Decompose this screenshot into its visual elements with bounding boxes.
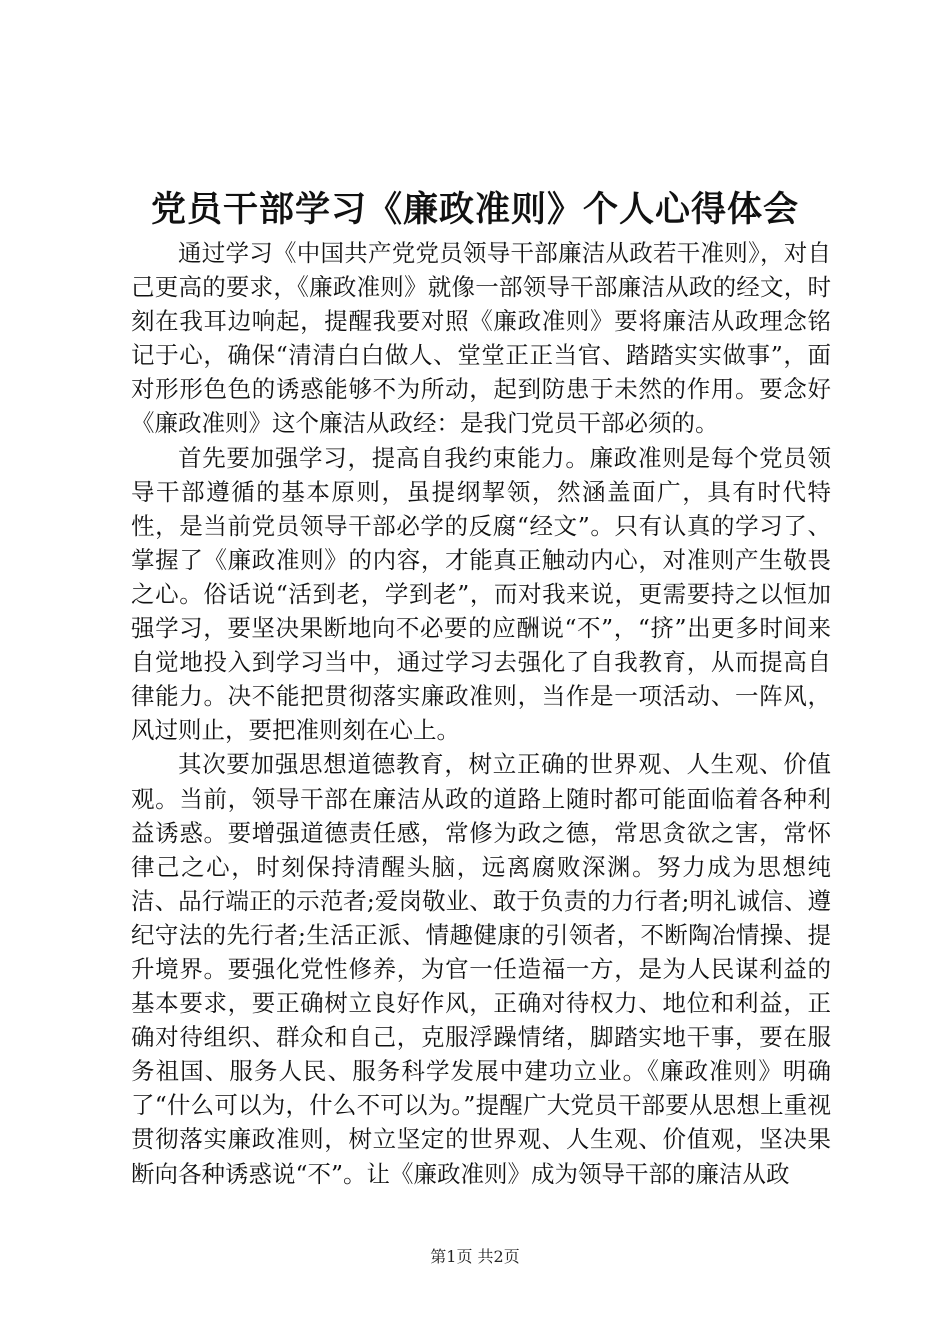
paragraph-moral-education: 其次要加强思想道德教育，树立正确的世界观、人生观、价值观。当前，领导干部在廉洁从政的道路上随时都可能面临着各种利益诱惑。要增强道德责任感，常修为政之德，常思贪欲之害，常怀律己之心，时刻保持清醒头脑，远离腐败深渊。努力成为思想纯洁、品行端正的示范者;爱岗敬业、敢于负责的力行者;明礼诚信、遵纪守法的先行者;生活正派、情趣健康的引领者，不断陶冶情操、提升境界。要强化党性修养，为官一任造福一方，是为人民谋利益的基本要求，要正确树立良好作风，正确对待权力、地位和利益，正确对待组织、群众和自己，克服浮躁情绪，脚踏实地干事，要在服务祖国、服务人民、服务科学发展中建功立业。《廉政准则》明确了“什么可以为，什么不可以为。”提醒广大党员干部要从思想上重视贯彻落实廉政准则，树立坚定的世界观、人生观、价值观，坚决果断向各种诱惑说“不”。让《廉政准则》成为领导干部的廉洁从政 bbox=[131, 750, 831, 1188]
paragraph-intro: 通过学习《中国共产党党员领导干部廉洁从政若干准则》，对自己更高的要求，《廉政准则》就像一部领导干部廉洁从政的经文，时刻在我耳边响起，提醒我要对照《廉政准则》要将廉洁从政理念铭记于心，确保“清清白白做人、堂堂正正当官、踏踏实实做事”，面对形形色色的诱惑能够不为所动，起到防患于未然的作用。要念好《廉政准则》这个廉洁从政经：是我门党员干部必须的。 bbox=[131, 239, 831, 438]
paragraph-study: 首先要加强学习，提高自我约束能力。廉政准则是每个党员领导干部遵循的基本原则，虽提纲挈领，然涵盖面广，具有时代特性，是当前党员领导干部必学的反腐“经文”。只有认真的学习了、掌握了《廉政准则》的内容，才能真正触动内心，对准则产生敬畏之心。俗话说“活到老，学到老”，而对我来说，更需要持之以恒加强学习，要坚决果断地向不必要的应酬说“不”，“挤”出更多时间来自觉地投入到学习当中，通过学习去强化了自我教育，从而提高自律能力。决不能把贯彻落实廉政准则，当作是一项活动、一阵风，风过则止，要把准则刻在心上。 bbox=[131, 443, 831, 745]
document-body bbox=[131, 236, 831, 1191]
document-title: 党员干部学习《廉政准则》个人心得体会 bbox=[150, 189, 799, 230]
page-number-footer: 第1页 共2页 bbox=[430, 1247, 520, 1266]
